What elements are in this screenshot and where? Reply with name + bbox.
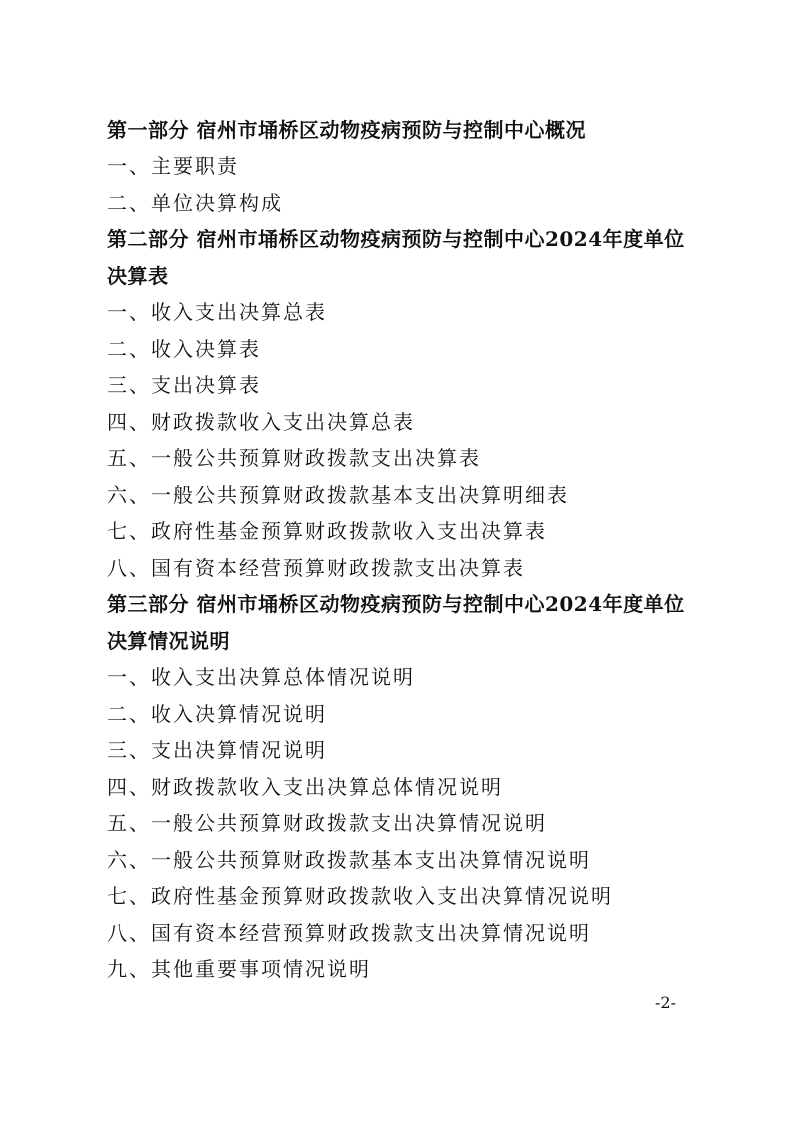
part2-title-line1: 第二部分 宿州市埇桥区动物疫病预防与控制中心2024年度单位 xyxy=(107,227,685,251)
toc-item: 一、收入支出决算总体情况说明 xyxy=(107,665,415,689)
toc-item: 六、一般公共预算财政拨款基本支出决算情况说明 xyxy=(107,848,591,872)
toc-item: 三、支出决算情况说明 xyxy=(107,738,327,762)
toc-item: 四、财政拨款收入支出决算总表 xyxy=(107,410,415,434)
toc-item: 二、收入决算情况说明 xyxy=(107,702,327,726)
toc-item: 八、国有资本经营预算财政拨款支出决算情况说明 xyxy=(107,921,591,945)
toc-item: 八、国有资本经营预算财政拨款支出决算表 xyxy=(107,556,525,580)
part1-title: 第一部分 宿州市埇桥区动物疫病预防与控制中心概况 xyxy=(107,118,586,142)
toc-item: 四、财政拨款收入支出决算总体情况说明 xyxy=(107,775,503,799)
toc-item: 一、主要职责 xyxy=(107,154,239,178)
part2-title-line2: 决算表 xyxy=(107,264,169,288)
toc-item: 九、其他重要事项情况说明 xyxy=(107,957,371,981)
toc-item: 七、政府性基金预算财政拨款收入支出决算表 xyxy=(107,519,547,543)
toc-item: 五、一般公共预算财政拨款支出决算表 xyxy=(107,446,481,470)
toc-item: 二、收入决算表 xyxy=(107,337,261,361)
toc-item: 七、政府性基金预算财政拨款收入支出决算情况说明 xyxy=(107,884,613,908)
part3-title-line2: 决算情况说明 xyxy=(107,629,230,653)
part3-title-line1: 第三部分 宿州市埇桥区动物疫病预防与控制中心2024年度单位 xyxy=(107,592,685,616)
toc-item: 三、支出决算表 xyxy=(107,373,261,397)
toc-item: 六、一般公共预算财政拨款基本支出决算明细表 xyxy=(107,483,569,507)
page-number: -2- xyxy=(655,993,676,1012)
toc-item: 五、一般公共预算财政拨款支出决算情况说明 xyxy=(107,811,547,835)
toc-item: 二、单位决算构成 xyxy=(107,191,283,215)
toc-item: 一、收入支出决算总表 xyxy=(107,300,327,324)
